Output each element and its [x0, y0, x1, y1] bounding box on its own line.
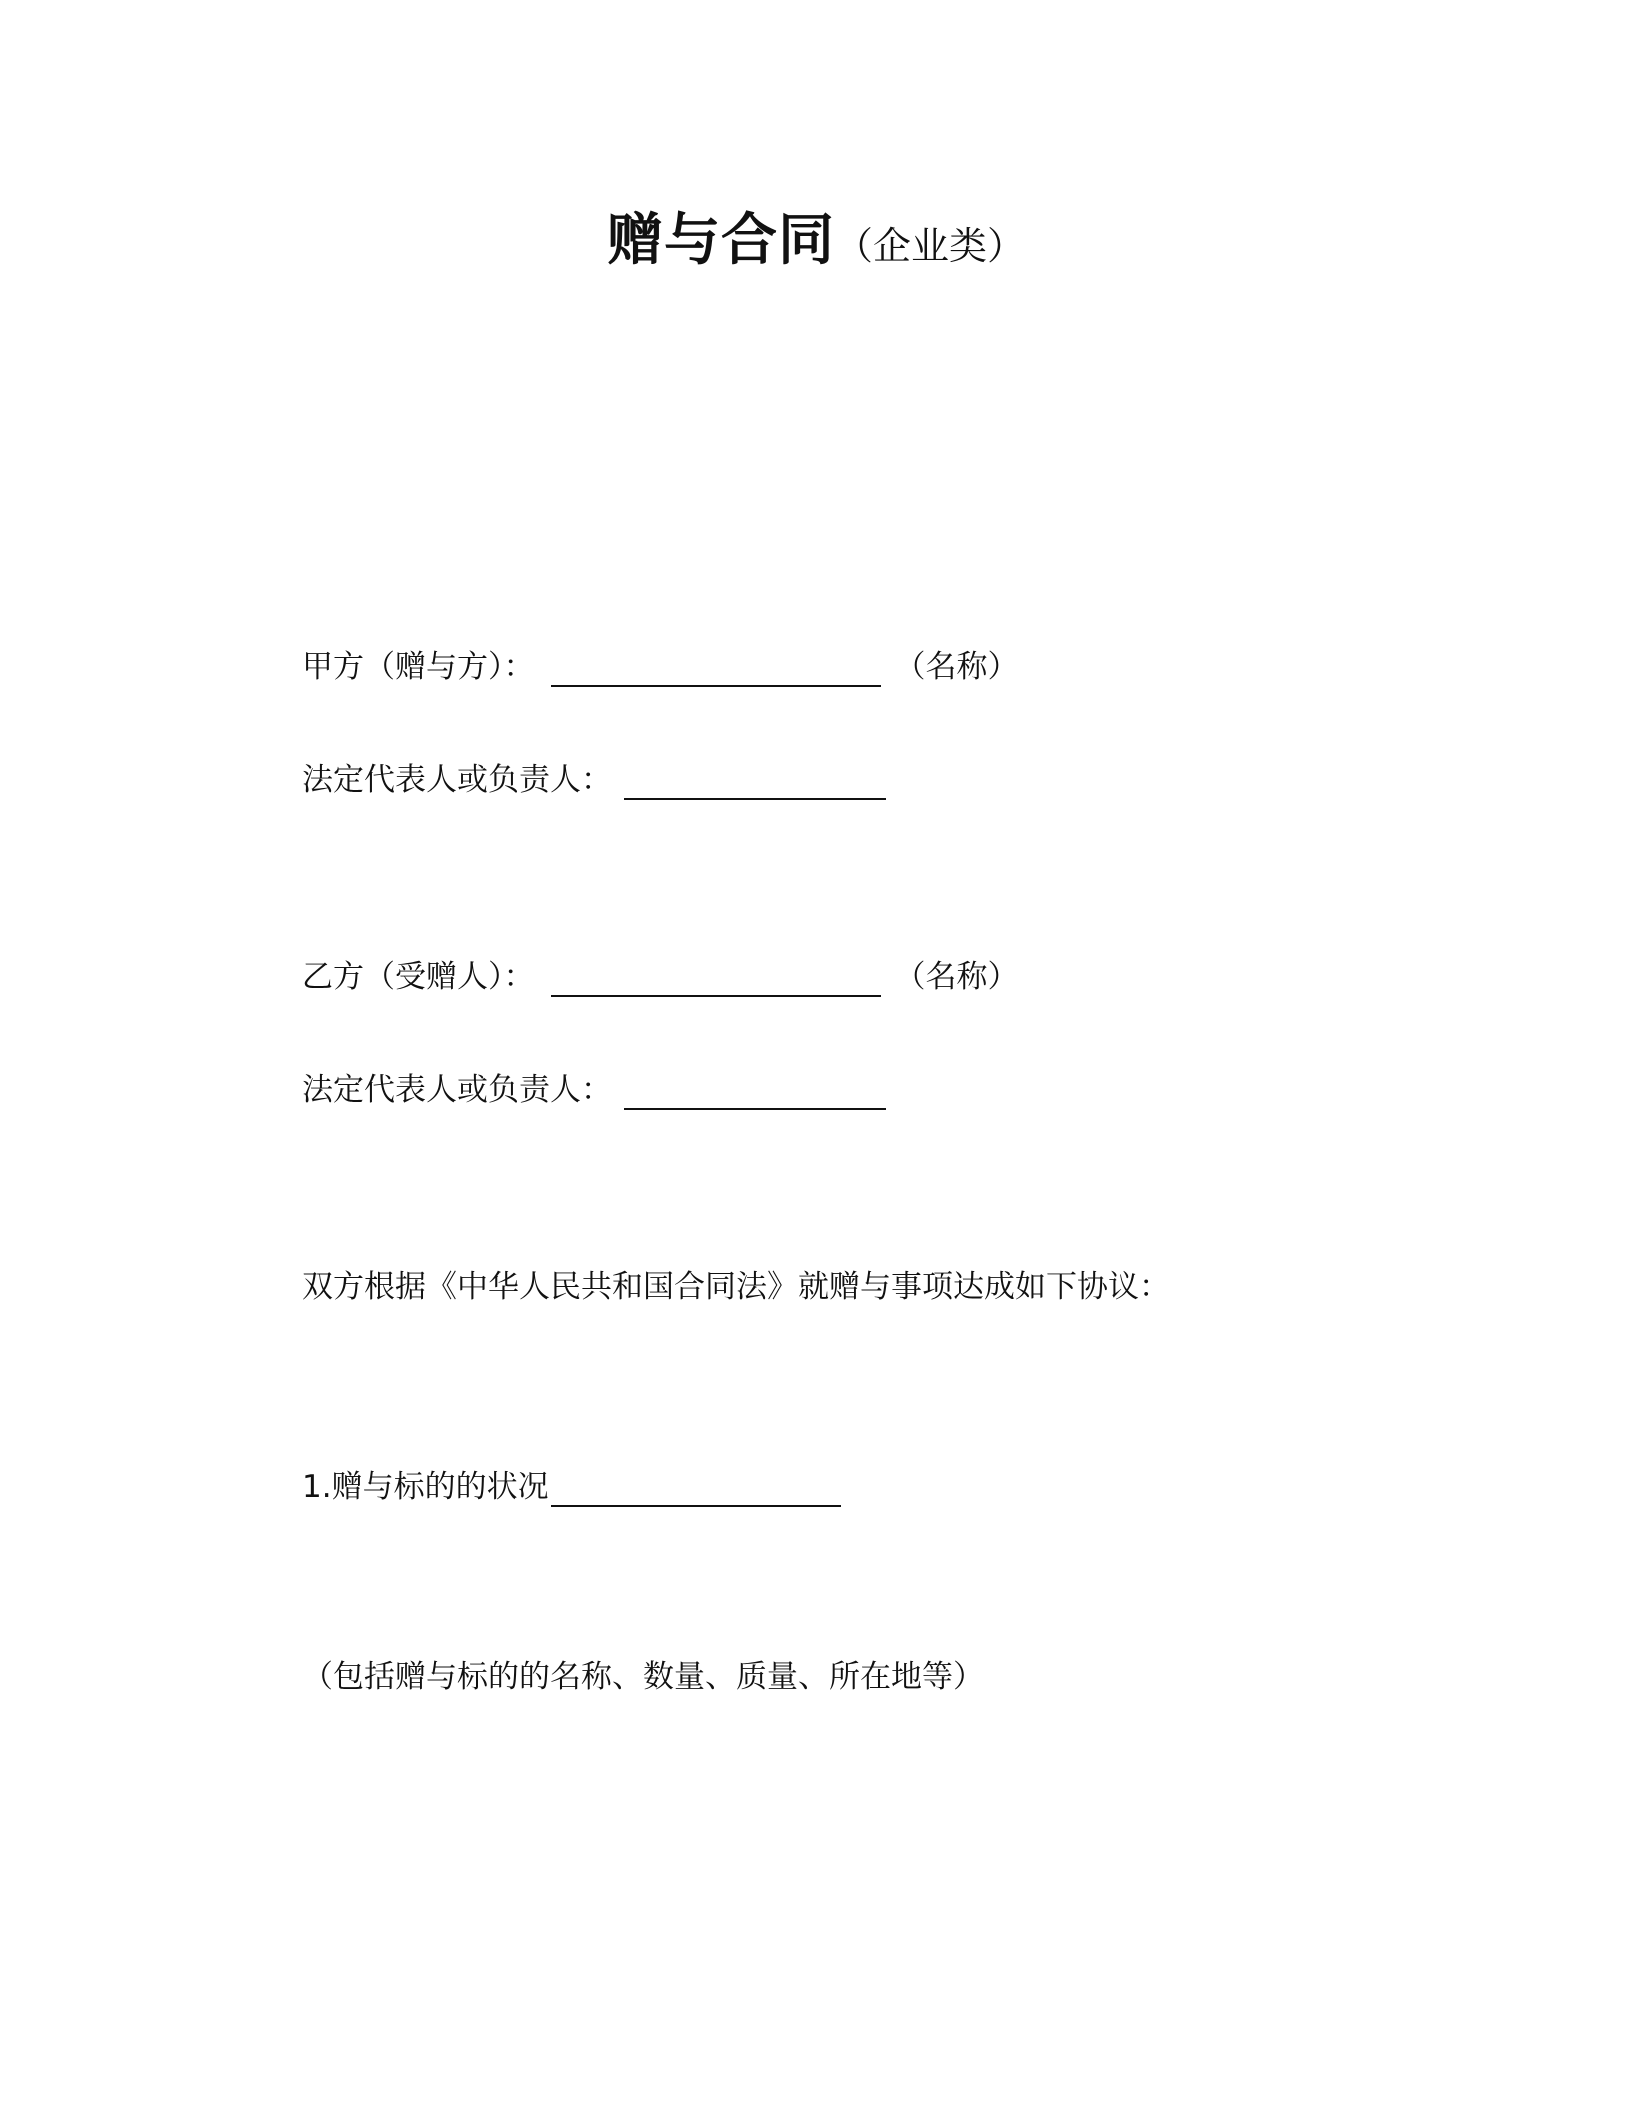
title-main: 赠与合同 — [606, 208, 835, 273]
party-a-label: 甲方（赠与方）： — [302, 649, 535, 685]
party-b-line — [302, 955, 1019, 999]
party-b-rep-label: 法定代表人或负责人： — [302, 1072, 612, 1108]
agreement-line — [302, 1265, 1170, 1309]
party-a-rep-blank[interactable] — [624, 762, 886, 800]
document-title — [0, 196, 1632, 276]
agreement-text: 双方根据《中华人民共和国合同法》就赠与事项达成如下协议： — [302, 1269, 1170, 1305]
party-a-rep-label: 法定代表人或负责人： — [302, 762, 612, 798]
party-b-name-blank[interactable] — [551, 959, 881, 997]
party-b-rep-line — [302, 1068, 886, 1112]
party-a-line — [302, 645, 1019, 689]
clause-1-blank[interactable] — [551, 1469, 841, 1507]
party-a-suffix: （名称） — [894, 649, 1019, 685]
party-b-rep-blank[interactable] — [624, 1072, 886, 1110]
party-a-name-blank[interactable] — [551, 649, 881, 687]
clause-1-line — [302, 1465, 841, 1509]
party-a-rep-line — [302, 758, 886, 802]
clause-1-note-line — [302, 1655, 984, 1699]
clause-1-note: （包括赠与标的的名称、数量、质量、所在地等） — [302, 1659, 984, 1695]
party-b-label: 乙方（受赠人）： — [302, 959, 535, 995]
party-b-suffix: （名称） — [894, 959, 1019, 995]
title-sub: （企业类） — [834, 224, 1025, 268]
clause-1-label: 1.赠与标的的状况 — [302, 1469, 549, 1505]
